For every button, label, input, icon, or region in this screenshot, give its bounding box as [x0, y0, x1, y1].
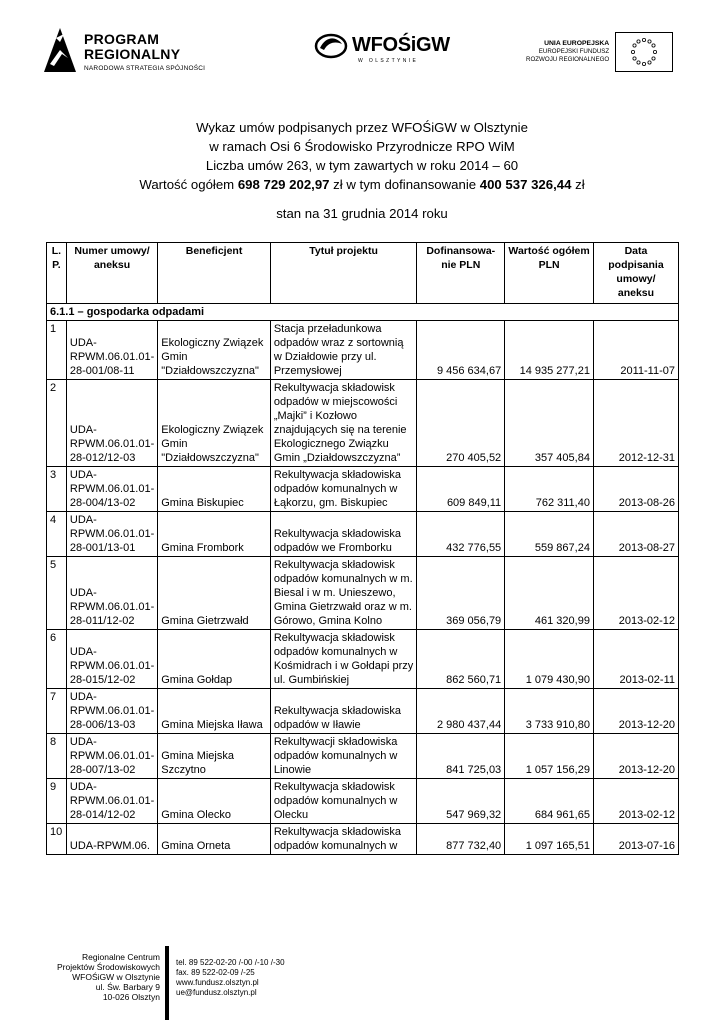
table-row: [47, 380, 679, 467]
cell-tytul: Rekultywacja składowiska odpadów komunalnych w: [270, 824, 416, 855]
footer-phone: tel. 89 522-02-20 /-00 /-10 /-30: [176, 958, 285, 967]
title-line3: Liczba umów 263, w tym zawartych w roku 2014 – 60: [205, 158, 519, 173]
cell-beneficjent: Gmina Gołdap: [158, 630, 271, 689]
cell-dofin: 9 456 634,67: [417, 321, 505, 380]
cell-wartosc: 3 733 910,80: [505, 689, 594, 734]
cell-data: 2013-07-16: [593, 824, 678, 855]
cell-tytul: Stacja przeładunkowa odpadów wraz z sortownią w Działdowie przy ul. Przemysłowej: [270, 321, 416, 380]
table-row: [47, 779, 679, 824]
cell-lp: 6: [47, 630, 67, 689]
page-header: [0, 20, 724, 90]
cell-wartosc: 357 405,84: [505, 380, 594, 467]
cell-wartosc: 559 867,24: [505, 512, 594, 557]
wfosigw-logo: [314, 28, 450, 62]
cell-wartosc: 14 935 277,21: [505, 321, 594, 380]
cell-numer: UDA-RPWM.06.: [66, 824, 157, 855]
page-footer: [0, 944, 724, 1024]
footer-website-link[interactable]: www.fundusz.olsztyn.pl: [176, 978, 259, 987]
program-line3: NARODOWA STRATEGIA SPÓJNOŚCI: [84, 65, 206, 72]
cell-tytul: Rekultywacja składowisk odpadów w miejscowości „Majki” i Kozłowo znajdujących się na terenie Ekologicznego Związku Gmin „Działdowszczyzna”: [270, 380, 416, 467]
footer-divider: [165, 946, 169, 1020]
cell-lp: 10: [47, 824, 67, 855]
title-line2: w ramach Osi 6 Środowisko Przyrodnicze RPO WiM: [209, 139, 515, 154]
cell-wartosc: 762 311,40: [505, 467, 594, 512]
header-beneficjent: Beneficjent: [158, 243, 271, 304]
cell-dofin: 369 056,79: [417, 557, 505, 630]
cell-tytul: Rekultywacja składowiska odpadów we Fromborku: [270, 512, 416, 557]
table-row: [47, 512, 679, 557]
cell-data: 2013-12-20: [593, 734, 678, 779]
cell-numer: UDA-RPWM.06.01.01-28-007/13-02: [66, 734, 157, 779]
program-regionalny-logo: [40, 24, 205, 74]
section-label: 6.1.1 – gospodarka odpadami: [47, 304, 679, 321]
header-lp: L. P.: [47, 243, 67, 304]
eu-line3: ROZWOJU REGIONALNEGO: [526, 56, 610, 63]
footer-left-line: WFOŚiGW w Olsztynie: [72, 972, 160, 982]
subsidy-value: 400 537 326,44: [479, 177, 572, 192]
cell-wartosc: 1 057 156,29: [505, 734, 594, 779]
cell-numer: UDA-RPWM.06.01.01-28-014/12-02: [66, 779, 157, 824]
header-tytul: Tytuł projektu: [270, 243, 416, 304]
eu-line1: UNIA EUROPEJSKA: [544, 40, 610, 47]
table-row: [47, 689, 679, 734]
cell-tytul: Rekultywacja składowiska odpadów w Iławie: [270, 689, 416, 734]
program-line1: PROGRAM: [84, 31, 160, 47]
cell-data: 2013-02-12: [593, 557, 678, 630]
cell-numer: UDA-RPWM.06.01.01-28-004/13-02: [66, 467, 157, 512]
cell-beneficjent: Gmina Orneta: [158, 824, 271, 855]
cell-data: 2012-12-31: [593, 380, 678, 467]
eu-flag-icon: [615, 32, 673, 72]
table-row: [47, 734, 679, 779]
cell-data: 2013-02-12: [593, 779, 678, 824]
cell-dofin: 270 405,52: [417, 380, 505, 467]
table-row: [47, 557, 679, 630]
cell-wartosc: 1 079 430,90: [505, 630, 594, 689]
header-numer: Numer umowy/ aneksu: [66, 243, 157, 304]
cell-lp: 2: [47, 380, 67, 467]
cell-lp: 1: [47, 321, 67, 380]
program-emblem-icon: [40, 24, 78, 74]
cell-dofin: 841 725,03: [417, 734, 505, 779]
cell-beneficjent: Gmina Olecko: [158, 779, 271, 824]
document-title: [0, 118, 724, 194]
title-line1: Wykaz umów podpisanych przez WFOŚiGW w Olsztynie: [196, 120, 528, 135]
cell-beneficjent: Gmina Miejska Szczytno: [158, 734, 271, 779]
status-date: stan na 31 grudnia 2014 roku: [276, 206, 448, 221]
cell-dofin: 2 980 437,44: [417, 689, 505, 734]
cell-beneficjent: Gmina Frombork: [158, 512, 271, 557]
contracts-table: [46, 242, 679, 855]
fish-icon: [314, 28, 348, 62]
table-row: [47, 467, 679, 512]
cell-tytul: Rekultywacja składowiska odpadów komunalnych w Łąkorzu, gm. Biskupiec: [270, 467, 416, 512]
cell-beneficjent: Gmina Gietrzwałd: [158, 557, 271, 630]
cell-tytul: Rekultywacji składowiska odpadów komunalnych w Linowie: [270, 734, 416, 779]
cell-wartosc: 461 320,99: [505, 557, 594, 630]
table-header-row: [47, 243, 679, 304]
cell-data: 2013-12-20: [593, 689, 678, 734]
eu-line2: EUROPEJSKI FUNDUSZ: [538, 48, 610, 55]
cell-dofin: 877 732,40: [417, 824, 505, 855]
table-row: [47, 321, 679, 380]
table-row: [47, 824, 679, 855]
cell-wartosc: 684 961,65: [505, 779, 594, 824]
footer-address: [52, 952, 160, 1002]
cell-beneficjent: Ekologiczny Związek Gmin "Działdowszczyzna": [158, 380, 271, 467]
title-line4: Wartość ogółem 698 729 202,97 zł w tym dofinansowanie 400 537 326,44 zł: [139, 177, 585, 192]
footer-left-line: Projektów Środowiskowych: [57, 962, 160, 972]
cell-dofin: 432 776,55: [417, 512, 505, 557]
cell-data: 2013-08-27: [593, 512, 678, 557]
cell-lp: 5: [47, 557, 67, 630]
program-line2: REGIONALNY: [84, 46, 181, 62]
header-dofin: Dofinansowa-nie PLN: [417, 243, 505, 304]
cell-lp: 7: [47, 689, 67, 734]
footer-left-line: 10-026 Olsztyn: [102, 992, 160, 1002]
cell-numer: UDA-RPWM.06.01.01-28-001/13-01: [66, 512, 157, 557]
cell-dofin: 547 969,32: [417, 779, 505, 824]
table-row: [47, 630, 679, 689]
header-wartosc: Wartość ogółem PLN: [505, 243, 594, 304]
cell-tytul: Rekultywacja składowisk odpadów komunalnych w Olecku: [270, 779, 416, 824]
cell-dofin: 609 849,11: [417, 467, 505, 512]
cell-lp: 9: [47, 779, 67, 824]
footer-contact: [176, 958, 285, 998]
cell-numer: UDA-RPWM.06.01.01-28-011/12-02: [66, 557, 157, 630]
footer-fax: fax. 89 522-02-09 /-25: [176, 968, 255, 977]
cell-lp: 8: [47, 734, 67, 779]
footer-left-line: Regionalne Centrum: [82, 952, 160, 962]
cell-tytul: Rekultywacja składowisk odpadów komunalnych w Kośmidrach i w Gołdapi przy ul. Gumbińskiej: [270, 630, 416, 689]
cell-numer: UDA-RPWM.06.01.01-28-006/13-03: [66, 689, 157, 734]
fund-sub: W OLSZTYNIE: [358, 58, 419, 64]
section-row: [47, 304, 679, 321]
cell-tytul: Rekultywacja składowisk odpadów komunalnych w m. Biesal i w m. Unieszewo, Gmina Gietrzwałd oraz w m. Górowo, Gmina Kolno: [270, 557, 416, 630]
cell-lp: 4: [47, 512, 67, 557]
eu-logo: [526, 32, 673, 72]
cell-data: 2013-02-11: [593, 630, 678, 689]
cell-numer: UDA-RPWM.06.01.01-28-015/12-02: [66, 630, 157, 689]
total-value: 698 729 202,97: [237, 177, 330, 192]
cell-data: 2011-11-07: [593, 321, 678, 380]
cell-beneficjent: Gmina Biskupiec: [158, 467, 271, 512]
cell-dofin: 862 560,71: [417, 630, 505, 689]
fund-name: WFOŚiGW: [352, 33, 450, 56]
cell-beneficjent: Gmina Miejska Iława: [158, 689, 271, 734]
cell-numer: UDA-RPWM.06.01.01-28-001/08-11: [66, 321, 157, 380]
cell-wartosc: 1 097 165,51: [505, 824, 594, 855]
footer-left-line: ul. Św. Barbary 9: [95, 982, 160, 992]
cell-beneficjent: Ekologiczny Związek Gmin "Działdowszczyzna": [158, 321, 271, 380]
footer-email-link[interactable]: ue@fundusz.olsztyn.pl: [176, 988, 257, 997]
header-data: Data podpisania umowy/ aneksu: [593, 243, 678, 304]
cell-numer: UDA-RPWM.06.01.01-28-012/12-03: [66, 380, 157, 467]
cell-data: 2013-08-26: [593, 467, 678, 512]
cell-lp: 3: [47, 467, 67, 512]
